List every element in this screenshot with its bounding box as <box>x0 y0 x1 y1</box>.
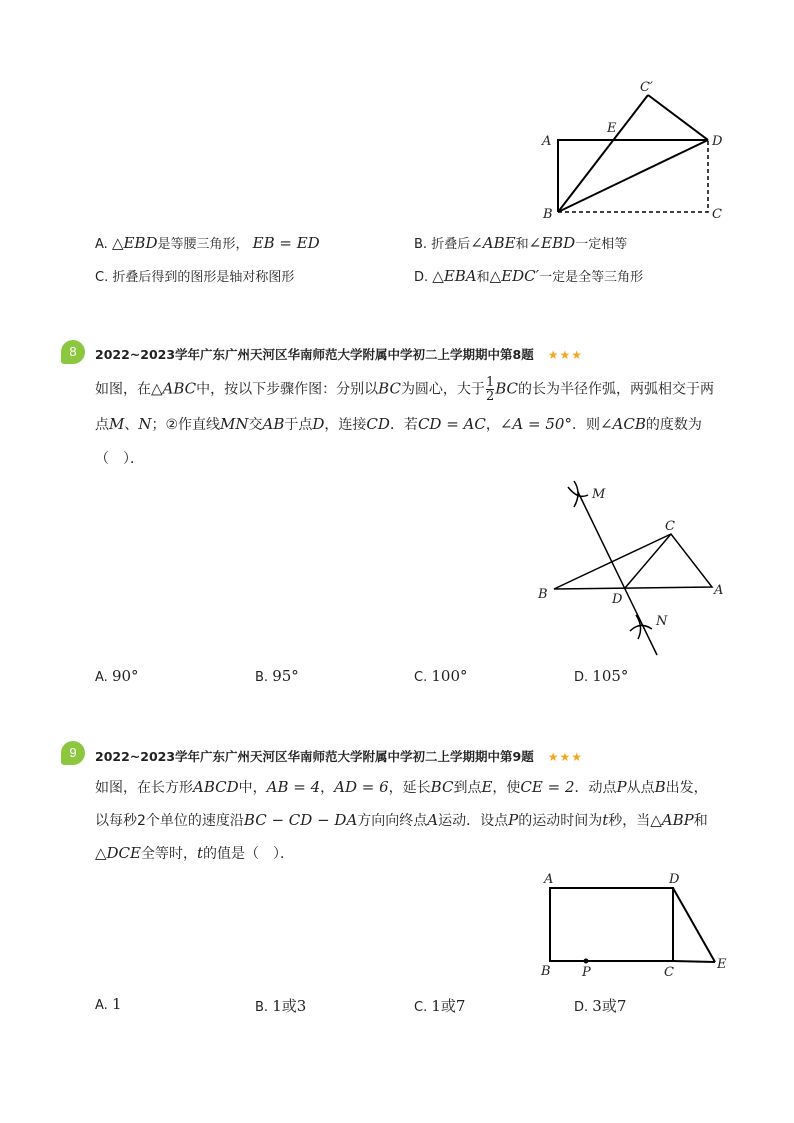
q9-number-badge: 9 <box>61 741 85 765</box>
q7-label-a: A <box>542 134 552 149</box>
q8-option-a[interactable]: A. 90° <box>95 667 139 685</box>
q9-label-c: C <box>664 965 674 980</box>
q9-label-b: B <box>541 964 551 979</box>
q7-option-b[interactable]: B. 折叠后∠ABE和∠EBD一定相等 <box>414 234 628 252</box>
q8-stem-line1: 如图，在△ABC中，按以下步骤作图：分别以BC为圆心，大于 $\frac{1}{2}$ BC的长为半径作弧，两弧相交于两 <box>95 375 714 404</box>
q9-stem-line2: 以每秒2个单位的速度沿BC − CD − DA方向向终点A运动．设点P的运动时间为t秒，当△ABP和 <box>95 811 708 829</box>
q9-segment-ce <box>673 961 715 962</box>
q9-label-p: P <box>582 965 591 980</box>
q7-label-b: B <box>543 207 553 222</box>
q7-label-c: C <box>712 207 722 222</box>
q8-triangle-abc <box>554 534 712 589</box>
q9-stem-line1: 如图，在长方形ABCD中，AB = 4，AD = 6，延长BC到点E，使CE = 2．动点P从点B出发， <box>95 778 708 796</box>
q8-fraction-half: $\frac{1}{2}$ <box>485 375 495 404</box>
q9-source-title: 2022~2023学年广东广州天河区华南师范大学附属中学初二上学期期中第9题 ★★★ <box>95 749 584 764</box>
q7-line-cprimed <box>648 95 708 140</box>
q8-label-n: N <box>656 614 668 629</box>
q8-option-b[interactable]: B. 95° <box>255 667 299 685</box>
q9-option-a[interactable]: A. 1 <box>95 995 122 1013</box>
q9-option-d[interactable]: D. 3或7 <box>574 997 627 1015</box>
q9-option-c[interactable]: C. 1或7 <box>414 997 466 1015</box>
q8-label-a: A <box>714 583 724 598</box>
q9-point-p <box>584 959 589 964</box>
q7-option-c[interactable]: C. 折叠后得到的图形是轴对称图形 <box>95 270 295 285</box>
q7-option-d[interactable]: D. △EBA和△EDC′一定是全等三角形 <box>414 267 644 285</box>
q8-stem-line3: （ ）． <box>95 451 144 467</box>
q9-option-b[interactable]: B. 1或3 <box>255 997 307 1015</box>
q8-number-badge: 8 <box>61 340 85 364</box>
q9-segment-de <box>673 888 715 962</box>
q8-difficulty-stars: ★★★ <box>547 348 584 362</box>
q9-label-a: A <box>544 872 554 887</box>
q7-diagonal-bd <box>558 140 708 212</box>
q8-label-d: D <box>612 592 623 607</box>
q8-label-c: C <box>665 519 675 534</box>
q8-segment-cd <box>625 534 671 588</box>
q9-rectangle-abcd <box>550 888 673 961</box>
q8-option-d[interactable]: D. 105° <box>574 667 629 685</box>
q8-source-title: 2022~2023学年广东广州天河区华南师范大学附属中学初二上学期期中第8题 ★★★ <box>95 347 584 362</box>
q8-figure <box>530 475 740 660</box>
q7-option-a[interactable]: A. △EBD是等腰三角形， EB = ED <box>95 234 320 252</box>
q9-figure <box>530 868 740 983</box>
q9-difficulty-stars: ★★★ <box>547 750 584 764</box>
q8-label-b: B <box>538 587 548 602</box>
q7-label-cprime: C′ <box>640 80 653 95</box>
q8-stem-line2: 点M、N；②作直线MN交AB于点D，连接CD．若CD = AC，∠A = 50°．则∠ACB的度数为 <box>95 415 702 433</box>
q8-option-c[interactable]: C. 100° <box>414 667 468 685</box>
q7-label-e: E <box>607 121 617 136</box>
q7-line-bcprime <box>558 95 648 212</box>
q9-label-e: E <box>717 957 727 972</box>
q8-label-m: M <box>592 487 606 502</box>
q9-label-d: D <box>669 872 680 887</box>
q7-label-d: D <box>712 134 723 149</box>
q8-line-mn <box>578 492 657 655</box>
q9-stem-line3: △DCE全等时，t的值是（ ）． <box>95 844 295 862</box>
q7-figure <box>530 75 750 225</box>
